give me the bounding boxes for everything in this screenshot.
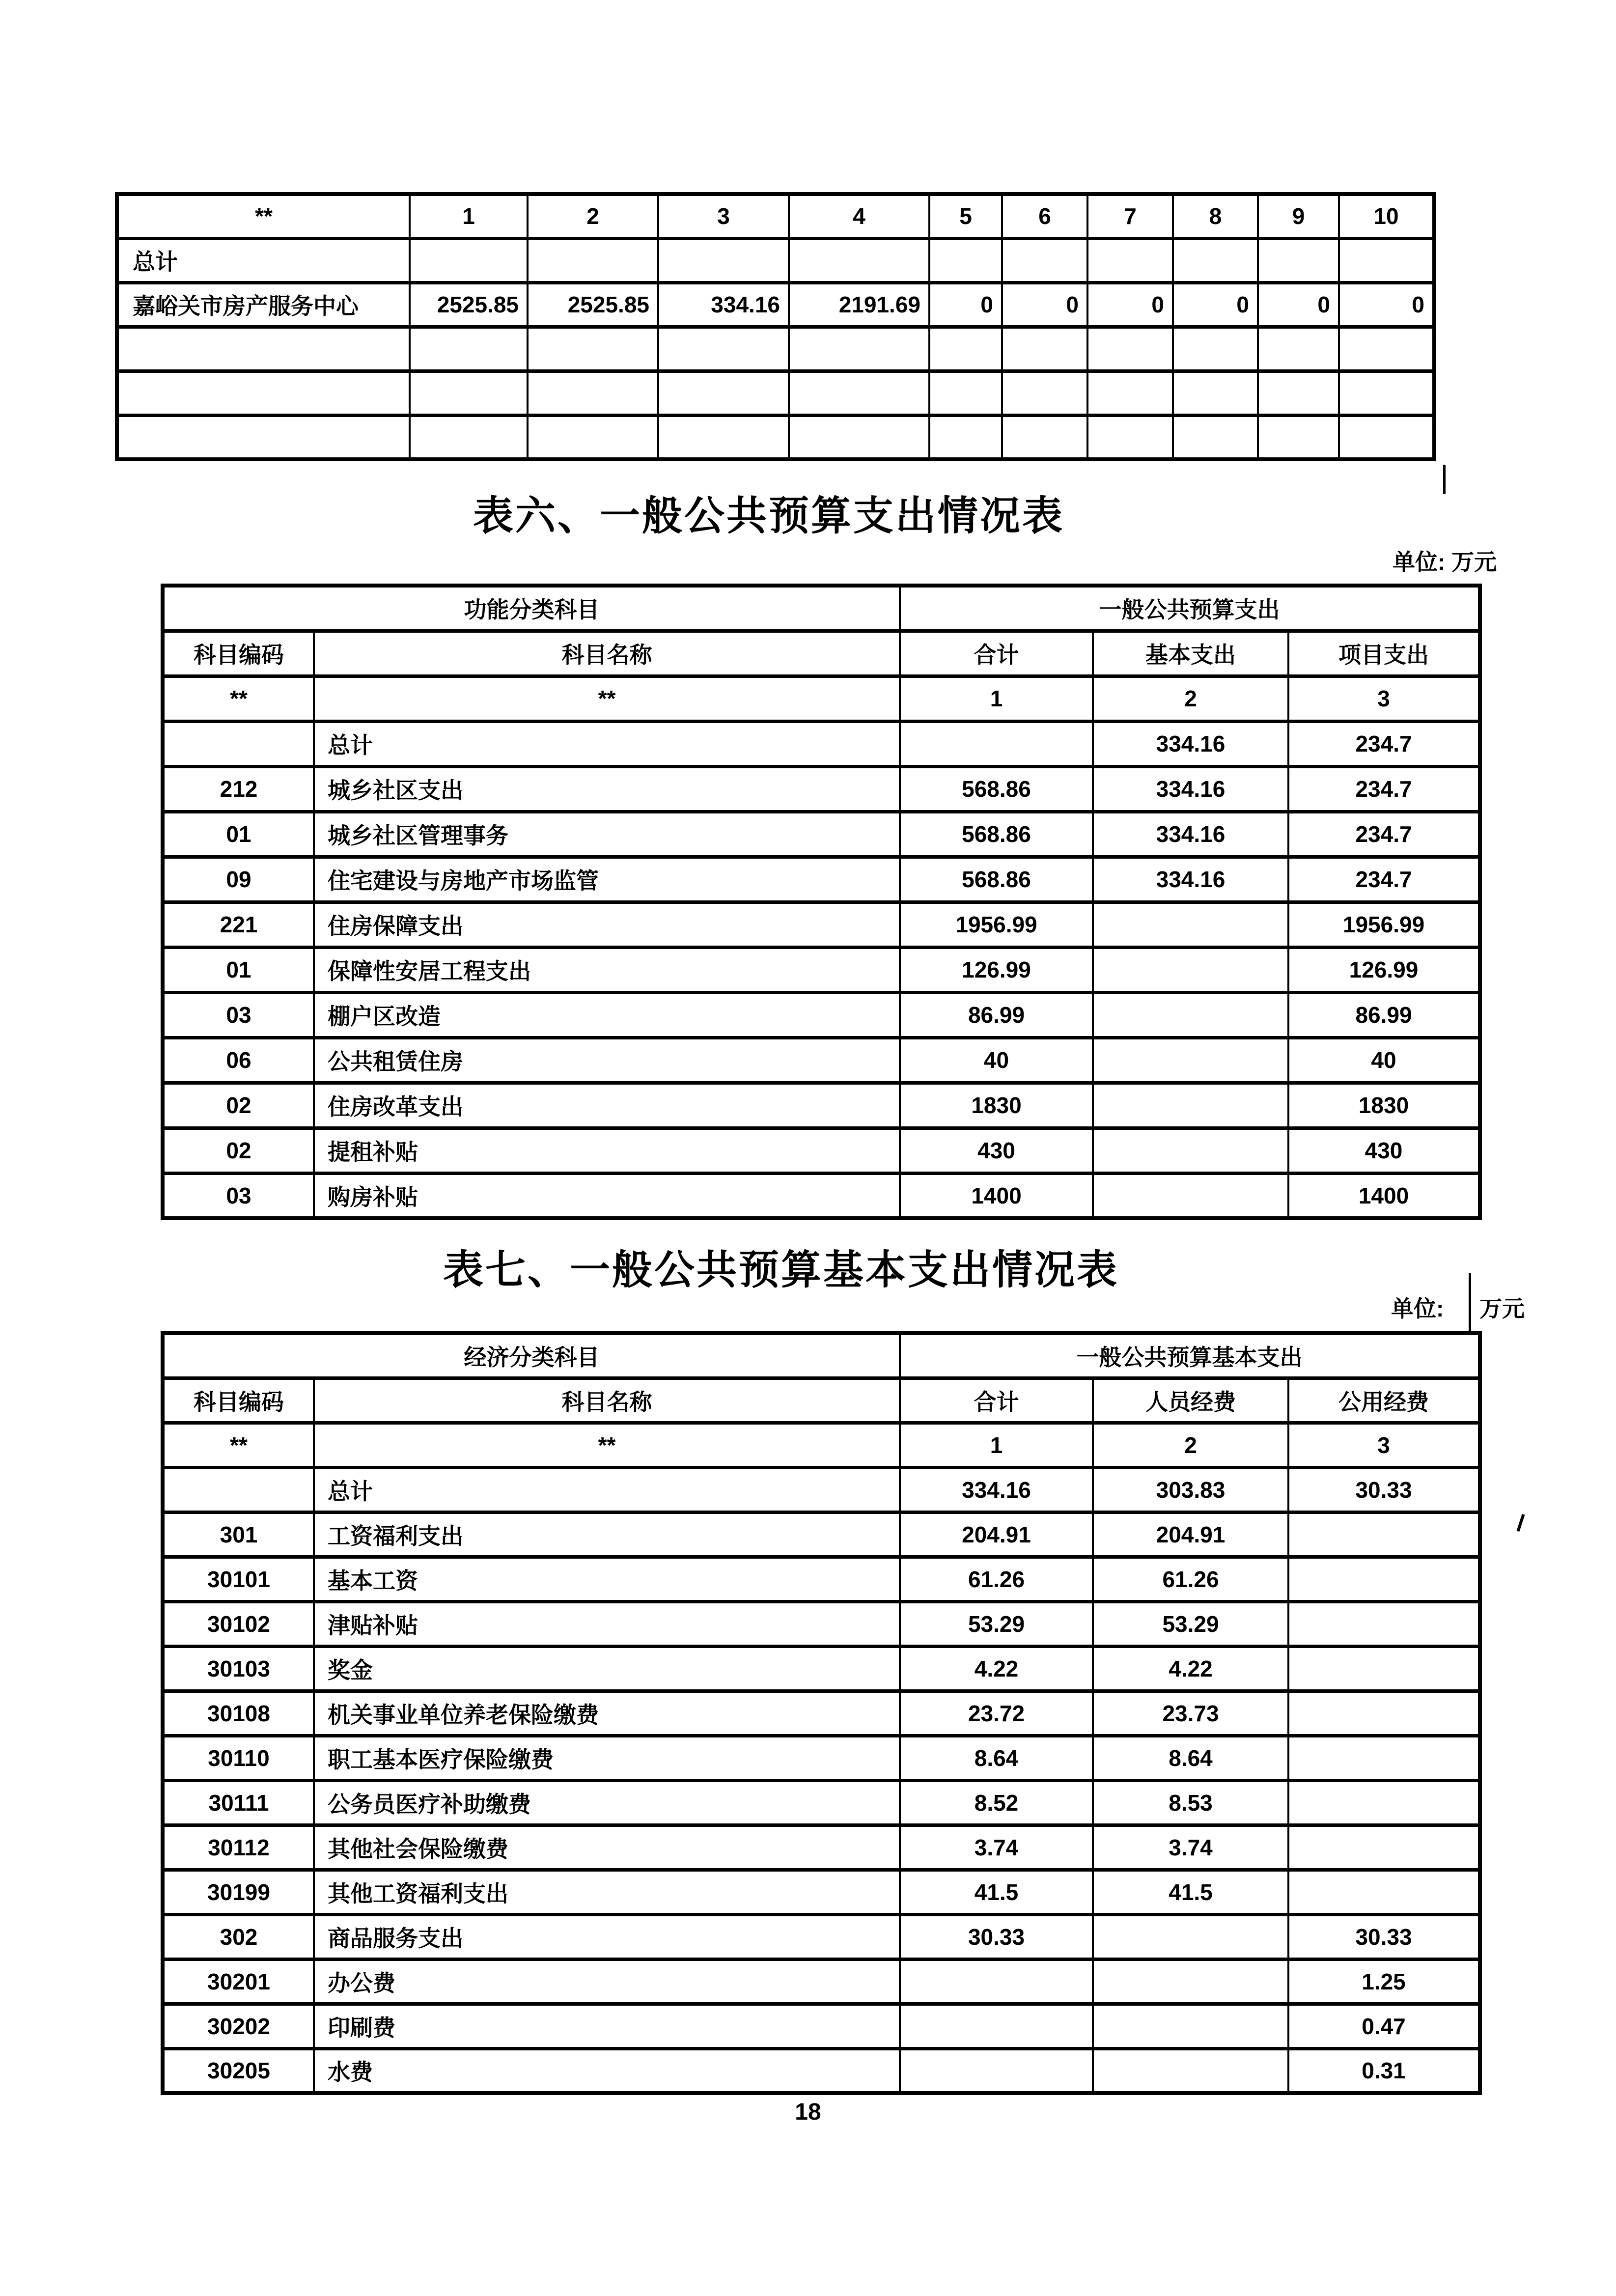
table-cell: 61.26 [900,1557,1093,1601]
table-cell: 86.99 [900,992,1093,1037]
table-cell [658,327,789,371]
group-header: 一般公共预算支出 [900,586,1480,631]
table7-title: 表七、一般公共预算基本支出情况表 [443,1248,1119,1292]
table-cell: 40 [900,1037,1093,1083]
column-header: 7 [1087,194,1173,238]
table-cell: 城乡社区管理事务 [314,812,900,857]
table-cell: 30101 [163,1557,314,1601]
table-cell: 23.73 [1093,1691,1288,1736]
table-cell: 334.16 [1093,766,1288,812]
table-cell [1288,1780,1480,1825]
table-row [163,1557,1480,1601]
table-cell: 2525.85 [410,282,528,327]
table-cell: 30110 [163,1736,314,1780]
column-header: 公用经费 [1288,1378,1480,1423]
table-cell: 01 [163,812,314,857]
table-cell: 1956.99 [1288,902,1480,947]
table-row [163,1512,1480,1557]
group-header: 功能分类科目 [163,586,900,631]
table-cell [117,327,410,371]
index-row [163,676,1480,721]
table-cell: 303.83 [1093,1467,1288,1512]
table-cell: 津贴补贴 [314,1601,900,1646]
table-row [163,1959,1480,2004]
table-cell: 86.99 [1288,992,1480,1037]
table-row [163,721,1480,766]
table-cell: 嘉峪关市房产服务中心 [117,282,410,327]
table-cell [1087,415,1173,459]
table-cell: 总计 [314,1467,900,1512]
table-row [163,1037,1480,1083]
table-cell: 8.53 [1093,1780,1288,1825]
table-cell: 01 [163,947,314,992]
table-row [163,1083,1480,1128]
table-cell [658,238,789,282]
table-header-row [163,631,1480,676]
column-header: 1 [410,194,528,238]
table-cell: ** [314,676,900,721]
table-cell: 机关事业单位养老保险缴费 [314,1691,900,1736]
table-cell: 城乡社区支出 [314,766,900,812]
column-header: 科目编码 [163,1378,314,1423]
table-row [163,1780,1480,1825]
table-cell: 301 [163,1512,314,1557]
table-row [163,1467,1480,1512]
table-cell: 23.72 [900,1691,1093,1736]
table-cell: 09 [163,857,314,902]
column-header: 8 [1173,194,1258,238]
table-cell: 30.33 [900,1914,1093,1959]
table-cell: 0.47 [1288,2004,1480,2048]
table-cell: 3 [1288,676,1480,721]
table-row [163,992,1480,1037]
table-cell [789,238,929,282]
table-cell: ** [163,1423,314,1467]
table-cell [1093,1128,1288,1173]
table-cell [1258,415,1339,459]
table-cell [1173,327,1258,371]
scan-artifact-apostrophe [1517,1514,1525,1532]
table-cell [929,327,1002,371]
table-cell: 334.16 [658,282,789,327]
table-cell [1093,1914,1288,1959]
table-cell [1173,238,1258,282]
column-header: 科目名称 [314,631,900,676]
table-cell [410,327,528,371]
table-cell: 30.33 [1288,1467,1480,1512]
table-cell: 总计 [117,238,410,282]
table-cell: ** [314,1423,900,1467]
table-cell [410,415,528,459]
table-cell: 204.91 [900,1512,1093,1557]
table-cell: 234.7 [1288,721,1480,766]
table-cell: 61.26 [1093,1557,1288,1601]
table-row [163,902,1480,947]
table-cell: 126.99 [900,947,1093,992]
table-cell: 4.22 [900,1646,1093,1691]
table-cell [1093,992,1288,1037]
table-cell: 334.16 [1093,857,1288,902]
table-cell: 1830 [1288,1083,1480,1128]
table-header-row [163,1378,1480,1423]
column-header: 项目支出 [1288,631,1480,676]
table-cell: 总计 [314,721,900,766]
table-cell [1288,1825,1480,1870]
table-cell: 办公费 [314,1959,900,2004]
table-cell: 41.5 [900,1870,1093,1914]
table-cell [1002,415,1087,459]
table-cell: 30108 [163,1691,314,1736]
table-cell: 06 [163,1037,314,1083]
table-cell: 1 [900,676,1093,721]
column-header: 6 [1002,194,1087,238]
table-cell [1288,1646,1480,1691]
table-cell [1087,238,1173,282]
table-cell: 302 [163,1914,314,1959]
table-cell: 30199 [163,1870,314,1914]
table-cell: 30.33 [1288,1914,1480,1959]
table-cell: 4.22 [1093,1646,1288,1691]
table-cell [1093,902,1288,947]
table-cell [528,415,658,459]
table-cell: 2 [1093,676,1288,721]
table-cell [1288,1557,1480,1601]
group-header: 一般公共预算基本支出 [900,1333,1480,1378]
table7-general-budget-basic-expenditure [161,1331,1482,2095]
table-cell: 03 [163,1173,314,1218]
table-cell: 30112 [163,1825,314,1870]
table-cell: 水费 [314,2048,900,2093]
column-header: 10 [1339,194,1434,238]
column-header: 2 [528,194,658,238]
table-cell: 商品服务支出 [314,1914,900,1959]
table-cell [1093,1173,1288,1218]
table-cell [163,721,314,766]
table-cell: 0 [1339,282,1434,327]
table-row [163,1646,1480,1691]
table-cell [410,371,528,415]
table-cell [1093,1037,1288,1083]
table-cell: 奖金 [314,1646,900,1691]
table-cell: 3.74 [900,1825,1093,1870]
table-row [117,282,1434,327]
table-row [117,415,1434,459]
table-cell: 221 [163,902,314,947]
table-cell: 53.29 [900,1601,1093,1646]
table-cell: 2 [1093,1423,1288,1467]
table-row [117,238,1434,282]
table-cell [1258,371,1339,415]
department-summary-table [115,192,1436,461]
table-cell [658,415,789,459]
table-cell: 0 [1087,282,1173,327]
table-cell: 430 [900,1128,1093,1173]
table-cell [163,1467,314,1512]
table-row [117,371,1434,415]
table-cell: 保障性安居工程支出 [314,947,900,992]
group-header-row [163,586,1480,631]
table-cell: 03 [163,992,314,1037]
table-cell: 568.86 [900,766,1093,812]
table-cell: 02 [163,1083,314,1128]
table-row [163,947,1480,992]
table-cell: 430 [1288,1128,1480,1173]
table-cell [1093,1083,1288,1128]
table-cell: 30102 [163,1601,314,1646]
table-cell: 职工基本医疗保险缴费 [314,1736,900,1780]
table-cell: 568.86 [900,857,1093,902]
table-cell [1087,371,1173,415]
table-cell: 30205 [163,2048,314,2093]
group-header: 经济分类科目 [163,1333,900,1378]
table-row [163,1736,1480,1780]
table-cell [929,415,1002,459]
table7-unit-suffix: 万元 [1479,1296,1525,1321]
table-cell: 41.5 [1093,1870,1288,1914]
table-cell [1339,327,1434,371]
table-cell: 234.7 [1288,766,1480,812]
table-cell: 40 [1288,1037,1480,1083]
column-header: 科目名称 [314,1378,900,1423]
table-cell: 0 [1002,282,1087,327]
table-cell: 30111 [163,1780,314,1825]
table-row [163,1173,1480,1218]
table-cell [1339,238,1434,282]
table-cell: 0 [929,282,1002,327]
table-cell: 30201 [163,1959,314,2004]
group-header-row [163,1333,1480,1378]
table-cell [789,415,929,459]
table-cell: ** [163,676,314,721]
table6-unit-label: 单位: 万元 [1393,549,1497,575]
table-cell: 0.31 [1288,2048,1480,2093]
table7-unit-prefix: 单位: [1391,1296,1444,1321]
table-row [117,327,1434,371]
table-cell: 工资福利支出 [314,1512,900,1557]
table-row [163,1825,1480,1870]
table-cell: 基本工资 [314,1557,900,1601]
table-cell: 8.64 [900,1736,1093,1780]
table-cell [528,327,658,371]
table-cell: 1400 [1288,1173,1480,1218]
column-header: 合计 [900,1378,1093,1423]
table-cell: 234.7 [1288,812,1480,857]
table-cell [1093,2004,1288,2048]
page-number: 18 [795,2099,821,2125]
table-row [163,1870,1480,1914]
table-row [163,766,1480,812]
table-cell: 334.16 [1093,721,1288,766]
table-cell [1258,327,1339,371]
table-cell: 30202 [163,2004,314,2048]
table-cell: 02 [163,1128,314,1173]
column-header: 基本支出 [1093,631,1288,676]
table-cell: 3 [1288,1423,1480,1467]
column-header: 4 [789,194,929,238]
table-cell [1173,371,1258,415]
table-cell: 3.74 [1093,1825,1288,1870]
table-row [163,1128,1480,1173]
table-cell [789,327,929,371]
column-header: 人员经费 [1093,1378,1288,1423]
table-cell: 8.52 [900,1780,1093,1825]
table-cell [900,1959,1093,2004]
table-cell: 234.7 [1288,857,1480,902]
table-cell: 204.91 [1093,1512,1288,1557]
table-cell: 2525.85 [528,282,658,327]
column-header: 5 [929,194,1002,238]
table-cell: 1956.99 [900,902,1093,947]
table-row [163,1914,1480,1959]
table-cell [1258,238,1339,282]
table-cell: 1 [900,1423,1093,1467]
index-row [163,1423,1480,1467]
table-cell: 其他工资福利支出 [314,1870,900,1914]
table-cell: 印刷费 [314,2004,900,2048]
table-cell [528,371,658,415]
column-header: 9 [1258,194,1339,238]
table-cell: 其他社会保险缴费 [314,1825,900,1870]
column-header: 合计 [900,631,1093,676]
table-cell [929,238,1002,282]
table-cell [1288,1601,1480,1646]
table-cell [789,371,929,415]
scan-artifact-tick [1443,465,1446,494]
table-cell: 568.86 [900,812,1093,857]
table-row [163,812,1480,857]
table-cell [1002,371,1087,415]
table-cell: 购房补贴 [314,1173,900,1218]
table-cell: 1.25 [1288,1959,1480,2004]
table-row [163,1691,1480,1736]
table-cell: 公共租赁住房 [314,1037,900,1083]
table-cell [1288,1870,1480,1914]
table-cell: 126.99 [1288,947,1480,992]
table-cell [1087,327,1173,371]
table-cell [900,2048,1093,2093]
table-row [163,2048,1480,2093]
table-cell: 0 [1173,282,1258,327]
table-cell: 1400 [900,1173,1093,1218]
table-cell [1093,2048,1288,2093]
table-cell [900,2004,1093,2048]
table-row [163,2004,1480,2048]
table-cell: 334.16 [1093,812,1288,857]
table-row [163,857,1480,902]
table-cell [1093,947,1288,992]
table-header-row [117,194,1434,238]
table-cell: 30103 [163,1646,314,1691]
table-cell [1288,1736,1480,1780]
table-cell [900,721,1093,766]
table-cell [117,371,410,415]
table-cell: 2191.69 [789,282,929,327]
table-cell: 住房保障支出 [314,902,900,947]
table-cell: 212 [163,766,314,812]
table-cell [1002,327,1087,371]
table-cell: 334.16 [900,1467,1093,1512]
table-cell [1339,371,1434,415]
table6-general-budget-expenditure [161,584,1482,1220]
column-header: 科目编码 [163,631,314,676]
table-cell: 棚户区改造 [314,992,900,1037]
table-cell: 53.29 [1093,1601,1288,1646]
table-cell [117,415,410,459]
table-cell: 住房改革支出 [314,1083,900,1128]
table-cell [929,371,1002,415]
table-cell: 住宅建设与房地产市场监管 [314,857,900,902]
table-cell [1288,1691,1480,1736]
table-cell: 8.64 [1093,1736,1288,1780]
table-cell [1093,1959,1288,2004]
table-cell: 公务员医疗补助缴费 [314,1780,900,1825]
table-cell [1339,415,1434,459]
table-cell [528,238,658,282]
table-cell [1002,238,1087,282]
table-cell: 0 [1258,282,1339,327]
table-cell [410,238,528,282]
table-cell [1173,415,1258,459]
table-cell: 1830 [900,1083,1093,1128]
table-cell: 提租补贴 [314,1128,900,1173]
table-row [163,1601,1480,1646]
column-header: ** [117,194,410,238]
table-cell [1288,1512,1480,1557]
table6-title: 表六、一般公共预算支出情况表 [473,494,1064,538]
table-cell [658,371,789,415]
column-header: 3 [658,194,789,238]
